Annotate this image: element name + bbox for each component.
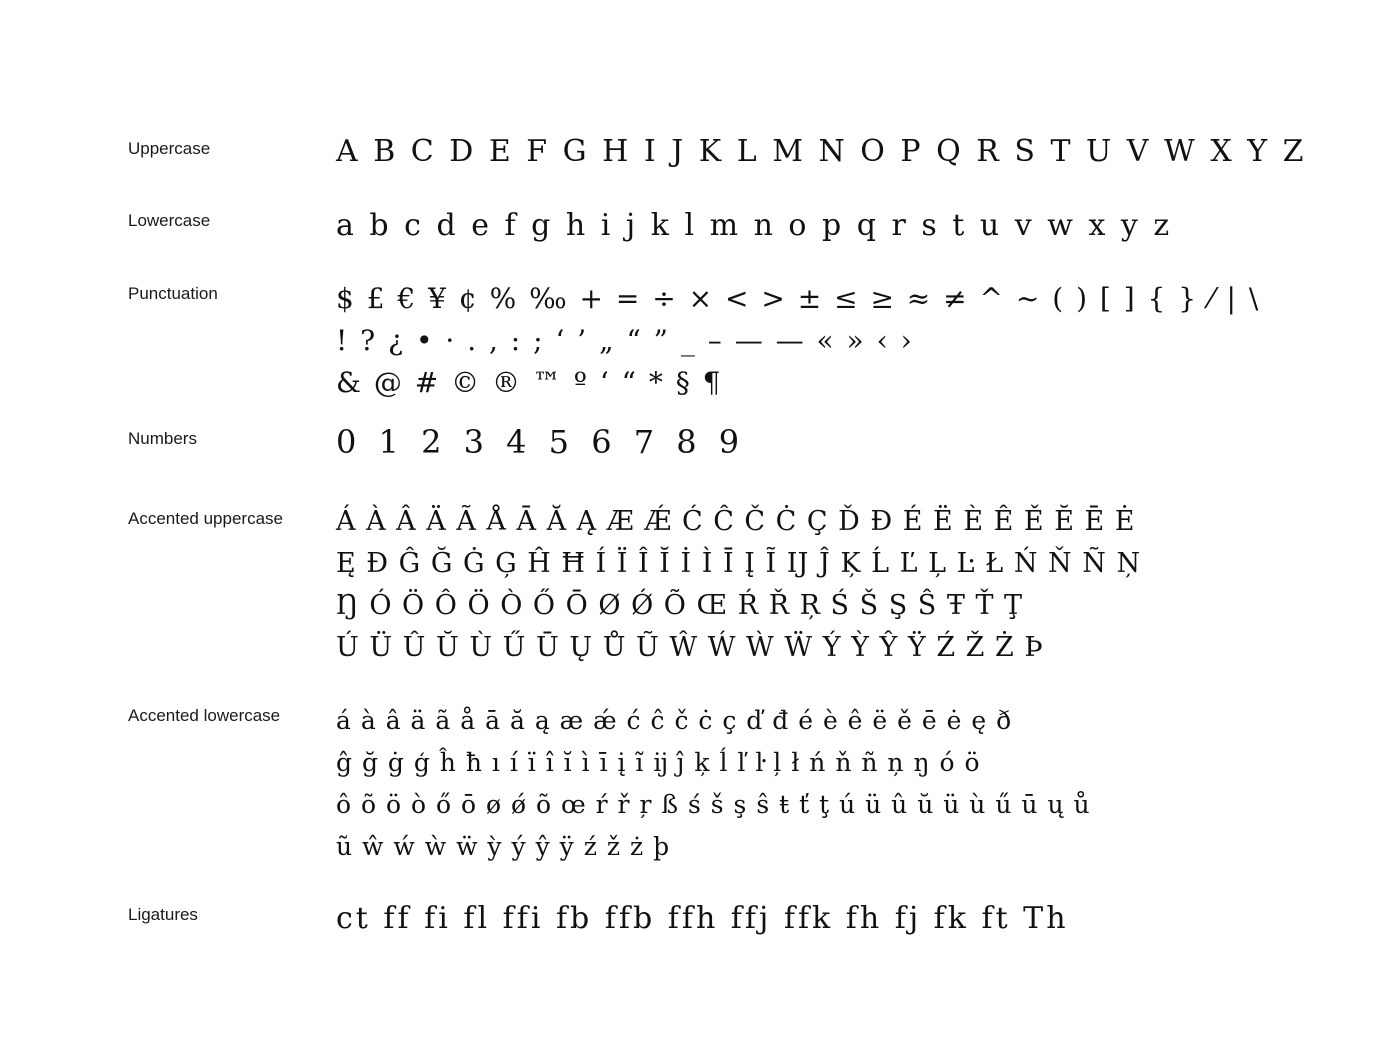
numbers-glyphs — [336, 421, 1336, 463]
label-ligatures: Ligatures — [128, 905, 198, 924]
accented-uppercase-glyphs — [336, 501, 1336, 669]
punctuation-line-3: & @ # © ® ™ º ‘ “ * § ¶ — [336, 366, 723, 399]
accented-lowercase-line-2: ĝ ğ ġ ģ ĥ ħ ı í ï î ĭ ì ī į ĩ ĳ ĵ ķ ĺ ľ ŀ ļ ł ń ň ñ ņ ŋ ó ö — [336, 748, 981, 777]
label-uppercase: Uppercase — [128, 139, 211, 158]
punctuation-glyphs — [336, 278, 1336, 404]
accented-lowercase-line-4: ũ ŵ ẃ ẁ ẅ ỳ ý ŷ ÿ ź ž ż þ — [336, 832, 671, 861]
label-accented-uppercase: Accented uppercase — [128, 509, 283, 528]
label-lowercase: Lowercase — [128, 211, 211, 230]
accented-lowercase-glyphs — [336, 700, 1336, 868]
uppercase-line-1: A B C D E F G H I J K L M N O P Q R S T U V W X Y Z — [336, 134, 1307, 169]
numbers-line-1: 0 1 2 3 4 5 6 7 8 9 — [336, 423, 746, 461]
lowercase-line-1: a b c d e f g h i j k l m n o p q r s t u v w x y z — [336, 208, 1173, 243]
label-numbers: Numbers — [128, 429, 197, 448]
punctuation-line-1: $ £ € ¥ ¢ % ‰ + = ÷ × < > ± ≤ ≥ ≈ ≠ ^ ~ ( ) [ ] { } ⁄ | \ — [336, 282, 1261, 315]
ligatures-glyphs — [336, 898, 1336, 940]
lowercase-glyphs — [336, 205, 1336, 247]
accented-lowercase-line-1: á à â ä ã å ā ă ą æ ǽ ć ĉ č ċ ç ď đ é è ê ë ě ē ė ę ð — [336, 706, 1013, 735]
uppercase-glyphs — [336, 131, 1336, 173]
accented-uppercase-line-3: Ŋ Ó Ö Ô Ö Ò Ő Ō Ø Ǿ Õ Œ Ŕ Ř Ŗ Ś Š Ş Ŝ Ŧ Ť Ţ — [336, 590, 1024, 621]
punctuation-line-2: ! ? ¿ • · . , : ; ‘ ’ „ “ ” _ – — — « » ‹ › — [336, 324, 914, 357]
accented-uppercase-line-4: Ú Ü Û Ŭ Ù Ű Ū Ų Ů Ũ Ŵ Ẃ Ẁ Ẅ Ý Ỳ Ŷ Ÿ Ź Ž Ż Þ — [336, 632, 1044, 663]
accented-uppercase-line-2: Ę Ð Ĝ Ğ Ġ Ģ Ĥ Ħ Í Ï Î Ĭ İ Ì Ī Į Ĩ Ĳ Ĵ Ķ Ĺ Ľ Ļ Ŀ Ł Ń Ň Ñ Ņ — [336, 548, 1142, 579]
label-punctuation: Punctuation — [128, 284, 218, 303]
accented-lowercase-line-3: ô õ ö ò ő ō ø ǿ õ œ ŕ ř ŗ ß ś š ş ŝ ŧ ť ţ ú ü û ŭ ü ù ű ū ų ů — [336, 790, 1091, 819]
ligatures-line-1: ct ff fi fl ffi fb ffb ffh ffj ffk fh fj fk ft Th — [336, 901, 1069, 936]
accented-uppercase-line-1: Á À Â Ä Ã Å Ā Ă Ą Æ Ǽ Ć Ĉ Č Ċ Ç Ď Đ É Ë È Ê Ě Ĕ Ē Ė — [336, 506, 1136, 537]
label-accented-lowercase: Accented lowercase — [128, 706, 281, 725]
